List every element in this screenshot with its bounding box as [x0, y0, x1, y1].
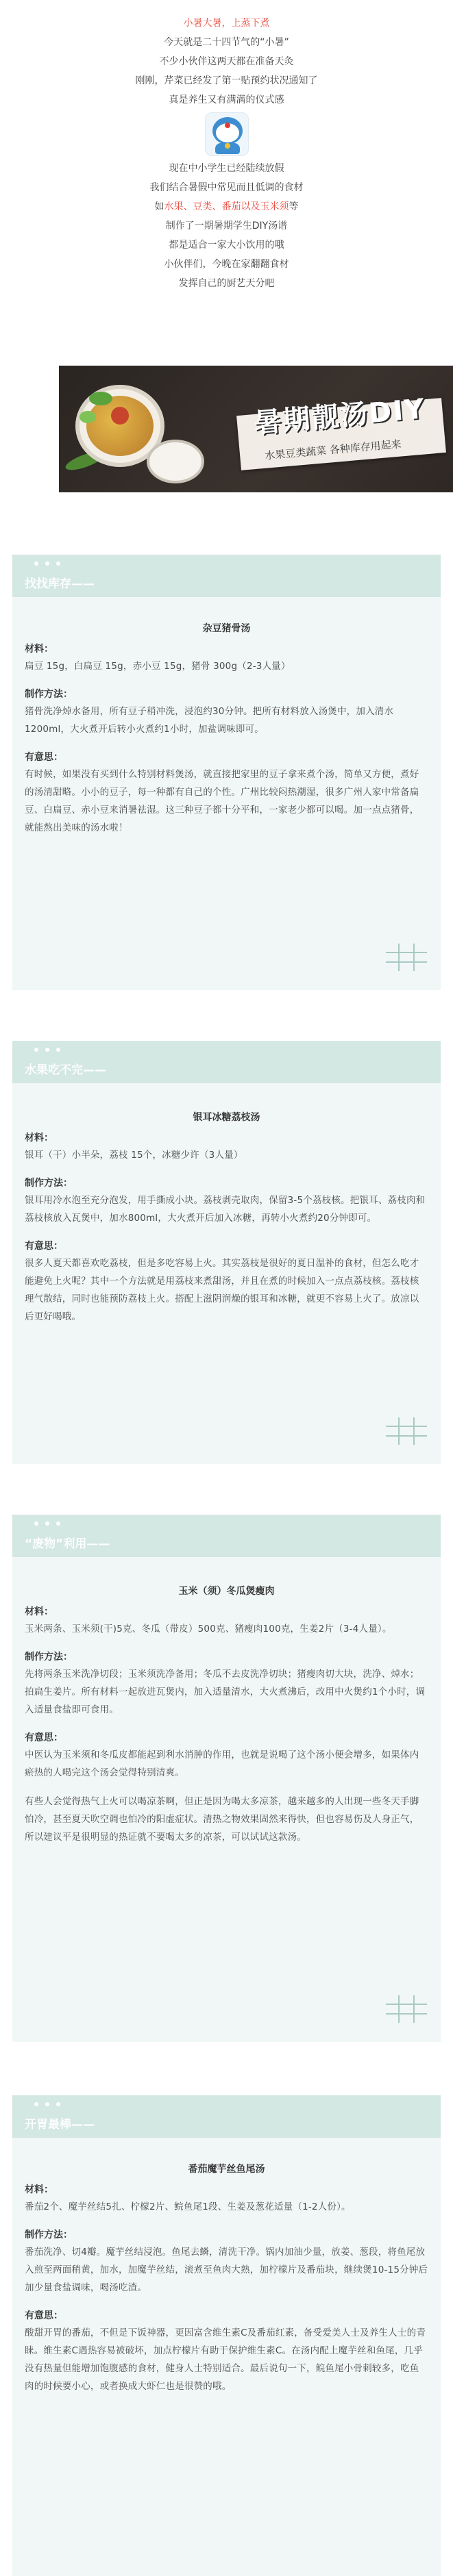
- recipe-card: [25, 620, 428, 837]
- section-title: 开胃最棒——: [25, 2118, 95, 2132]
- highlight-before: 如: [154, 201, 164, 212]
- note-text: 很多人夏天都喜欢吃荔枝，但是多吃容易上火。其实荔枝是很好的夏日温补的食材，但怎么吃才能避免上火呢？其中一个方法就是用荔枝来煮甜汤，并且在煮的时候加入一点点荔枝核。荔枝核理气散结，同时也能预防荔枝上火。搭配上滋阴润燥的银耳和冰糖，就更不容易上火了。放凉以后更好喝哦。: [25, 1258, 419, 1322]
- section-title: 找找库存——: [25, 577, 95, 591]
- corner-decoration: [386, 944, 427, 971]
- note-text: 酸甜开胃的番茄，不但是下饭神器，更因富含维生素C及番茄红素，备受爱美人士及养生人士的青睐。维生素C遇热容易被破坏，加点柠檬片有助于保护维生素C。在汤内配上魔芋丝和鱼尾，几乎没有热量但能增加饱腹感的食材，健身人士特别适合。最后说句一下，鲩鱼尾小骨刺较多，吃鱼肉的时候要小心，或者换成大虾仁也是很赞的哦。: [25, 2327, 426, 2392]
- intro-line: 我们结合暑假中常见而且低调的食材: [149, 182, 304, 193]
- method-label: 制作方法：: [25, 1652, 73, 1663]
- intro-line: 小暑大暑，上蒸下煮: [183, 18, 270, 29]
- section-header: [12, 1515, 441, 1557]
- note-label: 有意思：: [25, 1241, 63, 1252]
- materials-label: 材料：: [25, 1606, 53, 1617]
- materials-label: 材料：: [25, 2184, 53, 2195]
- section-title: 水果吃不完——: [25, 1063, 106, 1077]
- dish-name: 玉米（须）冬瓜煲瘦肉: [178, 1586, 275, 1597]
- note-text-2: 有些人会觉得热气上火可以喝凉茶啊，但正是因为喝太多凉茶，越来越多的人出现一些冬天手脚怕冷，甚至夏天吹空调也怕冷的阳虚症状。清热之物效果固然来得快，但也容易伤及人身正气，所以建议平是很明显的热证就不要喝太多的凉茶，可以试试这款汤。: [25, 1796, 419, 1843]
- section-title: “废物”利用——: [25, 1537, 110, 1551]
- rice-bowl-illustration: [147, 440, 204, 483]
- intro-line: 今天就是二十四节气的“小暑”: [164, 37, 289, 48]
- recipe-card: [25, 1109, 428, 1326]
- intro-line: 刚刚，芹菜已经发了第一贴预约状况通知了: [135, 75, 318, 86]
- dish-name: 银耳冰糖荔枝汤: [193, 1112, 260, 1123]
- materials-text: 玉米两条、玉米须(干)5克、冬瓜（带皮）500克、猪瘦肉100克，生姜2片（3-4人量）。: [25, 1624, 392, 1634]
- recipe-section: [12, 555, 441, 990]
- intro-line-highlight: [0, 197, 453, 216]
- intro-block: [0, 0, 453, 293]
- materials-text: 番茄2个、魔芋丝结5扎、柠檬2片、鲩鱼尾1段、生姜及葱花适量（1-2人份）。: [25, 2201, 351, 2212]
- intro-line: 现在中小学生已经陆续放假: [169, 163, 284, 174]
- dish-name: 杂豆猪骨汤: [202, 623, 251, 634]
- corner-decoration: [386, 1995, 427, 2023]
- banner-title: 暑期靓汤DIY: [252, 393, 427, 440]
- highlight-after: 等: [289, 201, 299, 212]
- recipe-card: [25, 1583, 428, 1846]
- method-label: 制作方法：: [25, 2230, 73, 2240]
- recipe-card: [25, 2161, 428, 2395]
- intro-line: 不少小伙伴这两天都在准备天灸: [159, 56, 294, 67]
- method-label: 制作方法：: [25, 689, 73, 700]
- banner-image: [59, 366, 453, 492]
- method-text: 先将两条玉米洗净切段；玉米须洗净备用；冬瓜不去皮洗净切块；猪瘦肉切大块，洗净、焯水；拍扁生姜片。所有材料一起放进瓦煲内，加入适量清水，大火煮沸后，改用中火煲约1个小时，调入适量食盐即可食用。: [25, 1669, 426, 1715]
- note-label: 有意思：: [25, 752, 63, 763]
- intro-line: 制作了一期暑期学生DIY汤谱: [165, 220, 288, 231]
- section-header: [12, 1041, 441, 1083]
- section-header: [12, 555, 441, 597]
- note-label: 有意思：: [25, 1732, 63, 1743]
- intro-line: 真是养生又有满满的仪式感: [169, 94, 284, 105]
- intro-line: 小伙伴们，今晚在家翻翻食材: [164, 259, 289, 270]
- method-text: 银耳用冷水泡至充分泡发，用手撕成小块。荔枝剥壳取肉，保留3-5个荔枝核。把银耳、荔枝肉和荔枝核放入瓦煲中，加水800ml，大火煮开后加入冰糖，再转小火煮约20分钟即可。: [25, 1195, 426, 1224]
- method-text: 番茄洗净、切4瓣。魔芋丝结浸泡。鱼尾去鳞，清洗干净。锅内加油少量，放姜、葱段，将鱼尾放入煎至两面稍黄，加水，加魔芋丝结，滚煮至鱼肉大熟，加柠檬片及番茄块，继续煲10-15分钟后加少量食盐调味，喝汤吃渣。: [25, 2247, 428, 2293]
- corner-decoration: [386, 1417, 427, 1445]
- recipe-section: [12, 1041, 441, 1464]
- note-label: 有意思：: [25, 2310, 63, 2321]
- materials-label: 材料：: [25, 1133, 53, 1144]
- intro-line: 都是适合一家大小饮用的哦: [169, 240, 284, 251]
- intro-line: 发挥自己的厨艺天分吧: [178, 278, 275, 289]
- note-text: 中医认为玉米须和冬瓜皮都能起到利水消肿的作用，也就是说喝了这个汤小便会增多，如果体内瘀热的人喝完这个汤会觉得特别清爽。: [25, 1750, 419, 1778]
- banner-subtitle: 水果豆类蔬菜 各种库存用起来: [264, 438, 402, 462]
- method-text: 猪骨洗净焯水备用，所有豆子稍冲洗，浸泡约30分钟。把所有材料放入汤煲中，加入清水1200ml，大火煮开后转小火煮约1小时，加盐调味即可。: [25, 706, 394, 735]
- section-header: [12, 2095, 441, 2138]
- recipe-section: [12, 1515, 441, 2042]
- highlight-red: 水果、豆类、番茄以及玉米须: [164, 201, 289, 212]
- materials-label: 材料：: [25, 644, 53, 655]
- note-text: 有时候，如果没有买到什么特别材料煲汤，就直接把家里的豆子拿来煮个汤，简单又方便，煮好的汤清甜略。小小的豆子，每一种都有自己的个性。广州比较闷热潮湿，很多广州人家中常备扁豆、白扁豆、赤小豆来消暑祛湿。这三种豆子都十分平和，一家老少都可以喝。加一点点猪骨，就能熬出美味的汤水啦！: [25, 769, 419, 833]
- method-label: 制作方法：: [25, 1178, 73, 1189]
- doraemon-icon: [205, 112, 249, 156]
- materials-text: 扁豆 15g，白扁豆 15g，赤小豆 15g，猪骨 300g（2-3人量）: [25, 661, 291, 672]
- materials-text: 银耳（干）小半朵，荔枝 15个，冰糖少许（3人量）: [25, 1150, 243, 1161]
- recipe-section: [12, 2095, 441, 2576]
- dish-name: 番茄魔芋丝鱼尾汤: [188, 2164, 265, 2175]
